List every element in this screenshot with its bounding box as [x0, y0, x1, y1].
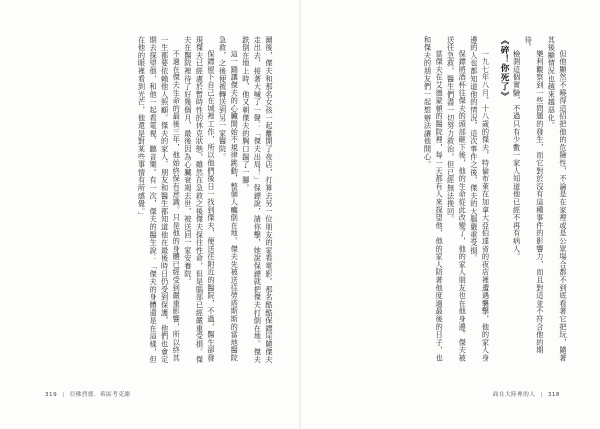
right-running-title: 面在大陸裡的人	[492, 392, 536, 398]
left-page	[0, 0, 299, 429]
section-heading: 《碎！你死了》	[499, 36, 510, 101]
left-page-body	[43, 36, 275, 366]
left-paragraph-2: 這一踹讓傑夫的心臟開始不規律跳動，整個人癱倒在地。傑夫先被送往勞塔斯斯的當地醫院急救，之後便被轉送到另一家醫院。	[218, 36, 240, 363]
right-page-body	[333, 36, 569, 366]
left-footer-separator: |	[62, 392, 65, 398]
left-running-title: 亞佛烈德．希區考克謝	[69, 392, 131, 398]
right-page	[301, 0, 600, 429]
right-paragraph-6: 當傑夫在艾德蒙頓的醫院裡，每一天都有人來探望他，他的家人陪著他度過最後的日子，也和傑夫的朋友們一起想辦法讓他開心。	[423, 36, 445, 363]
right-footer-separator: |	[540, 392, 543, 398]
right-page-number: 318	[547, 392, 560, 398]
right-paragraph-2: 樂利觀察到一些問題的發生，而它對於沒有這種事件的影響力，而且對這並不符合他的期待。	[524, 36, 545, 355]
right-paragraph-4: 一九七年八月，十八歲的傑夫，特倫布萊在加拿大亞伯達省的夜店裡遭遇襲擊，他的家人身邊的人也都知道他的情況，這次事件之後，傑夫的大腦嚴重受損。	[469, 36, 491, 363]
right-paragraph-5: 保鏢將酒杯往傑夫的頭部砸下後，他的生命從此改變了，他的家人朋友也在他身邊。傑夫被送往急救，醫生們盡一切努力救治，但已經無法挽回。	[446, 36, 468, 363]
right-paragraph-3: 檢測這個實驗，不過只有少數一家人知道他已經不再有病人。	[512, 50, 522, 261]
left-page-number: 319	[45, 392, 58, 398]
left-paragraph-4: 不過在傑夫生命的最後三年，他始終保有意識。只是他的身體已經受到嚴重影響，所以終其一生都要依賴他人照顧。傑夫的家人、朋友和醫生都知道他在最後時日仍受到保護，他們也會定期去探望他，和他一起看電視、聽音樂。有一次，傑夫的醫生說：「傑夫的身體還是在這樣，但在他的眼裡看到光芒，他還是對某些事情有所感覺。」	[137, 36, 182, 364]
left-paragraph-1: 爾後，傑夫和那名女孩一起離開了夜店，打算去另一位朋友的家看電影。那名酷酷保鏢尾隨傑夫走出去，接著大喊了一聲：「傑夫出局！」保鏢說，請你擊，她說保鏢就把傑夫打倒在地。傑夫跌倒在地上時，他又朝傑夫的胸口踹了一腳。	[241, 36, 274, 364]
left-paragraph-3: 保鏢留下自己在城裡工作，所以他們後日一找到傑夫，便送往附近的醫院，不過，醫生卻發現傑夫已經處於暫時性的休克狀態，雖然在急救之後傑夫保住性命，但是腦部已經嚴重受損。傑夫在醫院裡待了好幾個月，最後因為心臟衰竭去世，被送回一家安養院。	[183, 36, 217, 364]
right-paragraph-1: 但他顯然不曉得這招把他的危險性，不論是在家裡或是公眾場合都不到底看著它把玩，隨著其後顯情況也越來越惡化。	[547, 36, 568, 363]
left-page-footer	[45, 390, 131, 398]
right-page-footer	[493, 390, 560, 398]
